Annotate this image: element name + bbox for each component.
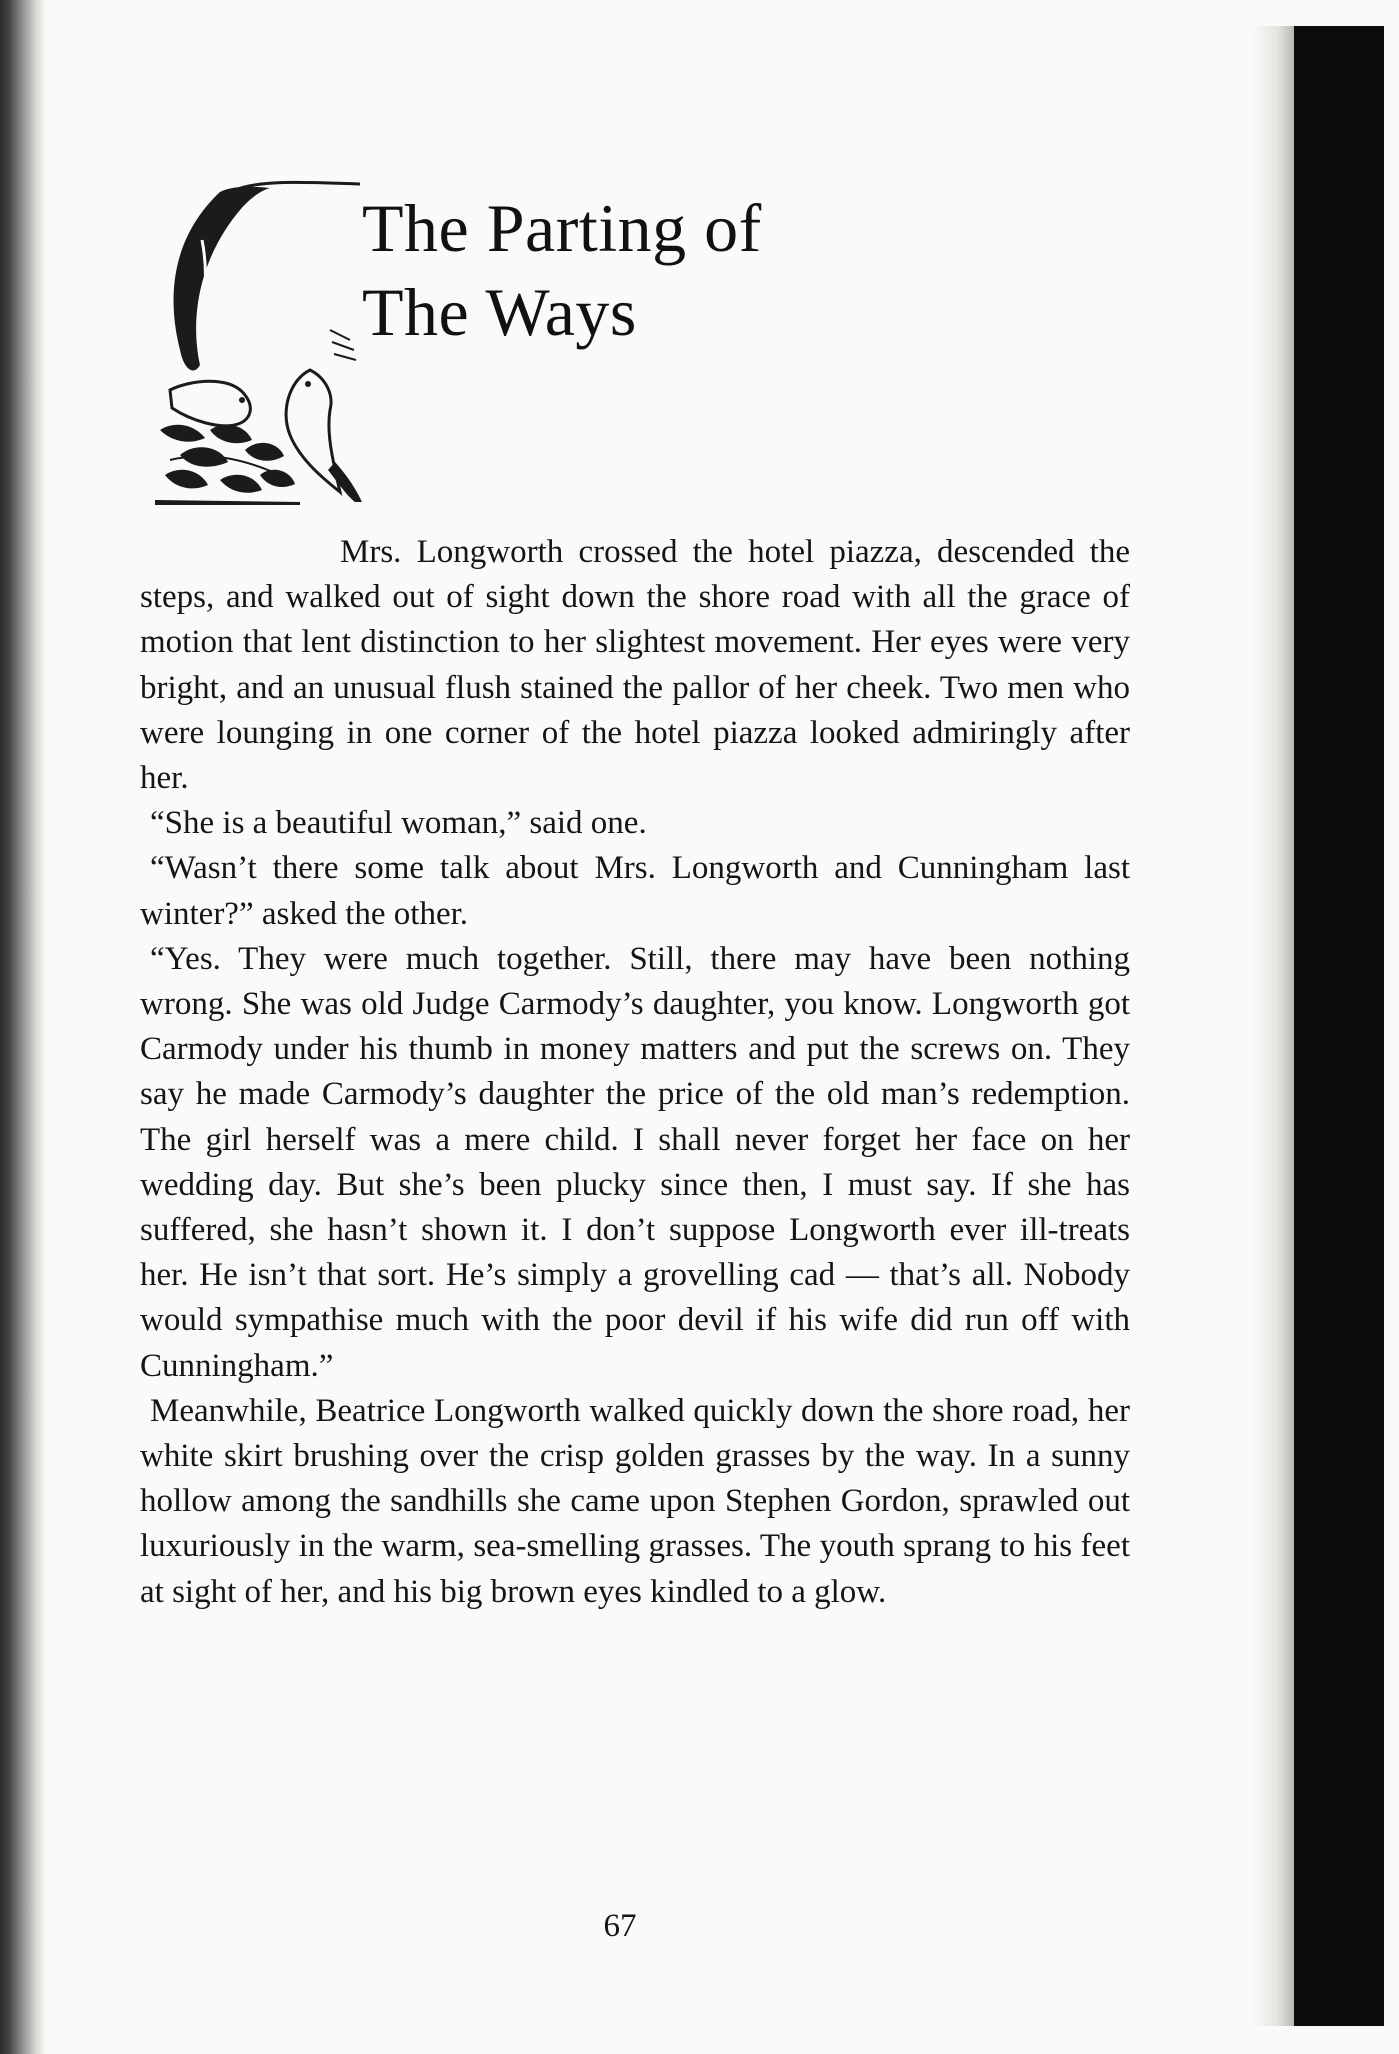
paragraph-1: Mrs. Longworth crossed the hotel piazza, descended the steps, and walked out of sight down the shore road with all the grace of motion that lent distinction to her slightest movement. Her eyes were very bright, and an unusual flush stained the pallor of her cheek. Two men who were lounging in one corner of the hotel piazza looked admiringly after her. bbox=[140, 534, 1130, 797]
paragraph-3: “Wasn’t there some talk about Mrs. Longworth and Cunningham last winter?” asked the other. bbox=[140, 850, 1130, 932]
chapter-title bbox=[362, 186, 762, 354]
chapter-title-line-1: The Parting of bbox=[362, 190, 762, 266]
scan-border-bar bbox=[1294, 26, 1384, 2026]
body-text bbox=[140, 530, 1130, 1615]
chapter-title-line-2: The Ways bbox=[362, 274, 637, 350]
paragraph-2: “She is a beautiful woman,” said one. bbox=[150, 805, 647, 842]
page-number: 67 bbox=[603, 1908, 637, 1944]
paragraph-4: “Yes. They were much together. Still, there may have been nothing wrong. She was old Judge Carmody’s daughter, you know. Longworth got Carmody under his thumb in money matters and put the screws on. They say he made Carmody’s daughter the price of the old man’s redemption. The girl herself was a mere child. I shall never forget her face on her wedding day. But she’s been plucky since then, I must say. If she has suffered, she hasn’t shown it. I don’t suppose Longworth ever ill-treats her. He isn’t that sort. He’s simply a grovelling cad — that’s all. Nobody would sympathise much with the poor devil if his wife did run off with Cunningham.” bbox=[140, 940, 1130, 1384]
page-edge-shadow bbox=[1252, 26, 1294, 2026]
dove-ornament-icon bbox=[150, 180, 365, 505]
book-binding-edge bbox=[0, 0, 46, 2054]
paragraph-5: Meanwhile, Beatrice Longworth walked quickly down the shore road, her white skirt brushing over the crisp golden grasses by the way. In a sunny hollow among the sandhills she came upon Stephen Gordon, sprawled out luxuriously in the warm, sea-smelling grasses. The youth sprang to his feet at sight of her, and his big brown eyes kindled to a glow. bbox=[140, 1392, 1130, 1610]
